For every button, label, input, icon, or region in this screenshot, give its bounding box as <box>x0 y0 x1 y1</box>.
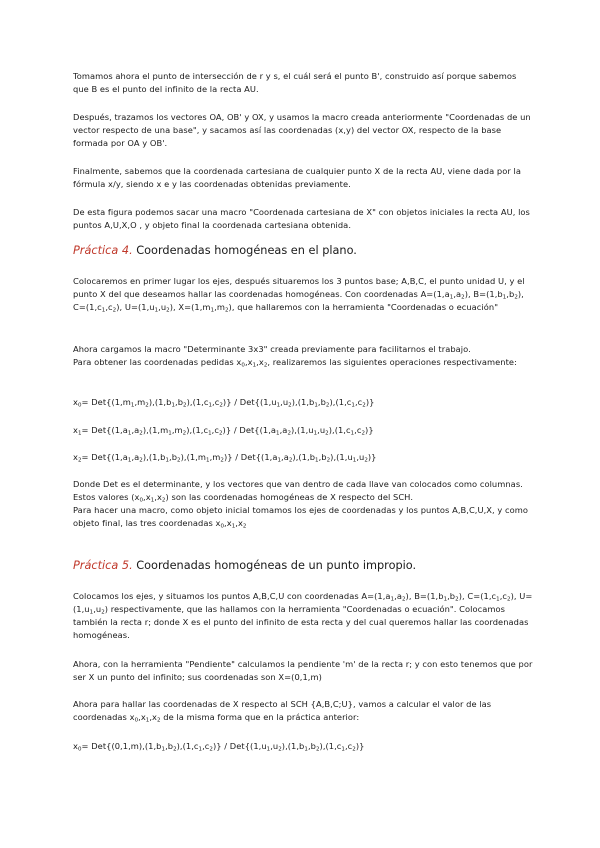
heading-practica-5: Práctica 5. Coordenadas homogéneas de un punto impropio. <box>73 559 417 572</box>
paragraph-p4-explain: Donde Det es el determinante, y los vectores que van dentro de cada llave van colocados como columnas. Estos valores $(x_0,x_1,x_2)$ son las coordenadas homogéneas de X respecto del SCH. Para hacer una macro, como objeto inicial tomamos los ejes de coordenadas y los puntos A,B,C,U,X, y como objeto final, las tres coordenadas $x_0,x_1,x_2$ <box>73 479 529 530</box>
paragraph-p4-intro: Colocaremos en primer lugar los ejes, después situaremos los 3 puntos base; A,B,C, el punto unidad U, y el punto X del que deseamos hallar las coordenadas homogéneas. Con coordenadas $A=(1,a_1,a_2)$, $B=(1,b_1,b_2)$, $C=(1,c_1,c_2)$, $U=(1,u_1,u_2)$, $X=(1,m_1,m_2)$, que hallaremos con la herramienta "Coordenadas o ecuación" <box>73 276 525 314</box>
paragraph-p5-intro: Colocamos los ejes, y situamos los puntos A,B,C,U con coordenadas $A=(1,a_1,a_2)$, $B=(1,b_1,b_2)$, $C=(1,c_1,c_2)$, $U=(1,u_1,u_2)$ respectivamente, que las hallamos con la herramienta "Coordenadas o ecuación". Colocamos también la recta r; donde X es el punto del infinito de esta recta y del cual queremos hallar las coordenadas homogéneas. <box>73 591 533 640</box>
paragraph-p5-calc: Ahora para hallar las coordenadas de X respecto al SCH {A,B,C;U}, vamos a calcular el valor de las coordenadas $x_0,x_1,x_2$ de la misma forma que en la práctica anterior: <box>73 699 492 724</box>
formula-p5-x0: $x_0= Det\{(0,1,m),(1,b_1,b_2),(1,c_1,c_2)\} / Det\{(1,u_1,u_2),(1,b_1,b_2),(1,c_1,c_2)\}$ <box>73 741 365 753</box>
paragraph-cartesian: Finalmente, sabemos que la coordenada cartesiana de cualquier punto X de la recta AU, viene dada por la fórmula x/y, siendo x e y las coordenadas obtenidas previamente. <box>73 166 521 189</box>
heading-practica-4: Práctica 4. Coordenadas homogéneas en el plano. <box>73 244 357 257</box>
paragraph-p4-load: Ahora cargamos la macro "Determinante 3x3" creada previamente para facilitarnos el trabajo. Para obtener las coordenadas pedidas $x_0,x_1,x_2$, realizaremos las siguientes operaciones respectivamente: <box>73 344 517 369</box>
paragraph-vectors: Después, trazamos los vectores OA, OB' y OX, y usamos la macro creada anteriormente "Coordenadas de un vector respecto de una base", y sacamos así las coordenadas (x,y) del vector OX, respecto de la base formada por OA y OB'. <box>73 112 531 148</box>
formula-x2: $x_2= Det\{(1,a_1,a_2),(1,b_1,b_2),(1,m_1,m_2)\} / Det\{(1,a_1,a_2),(1,b_1,b_2),(1,u_1,u_2)\}$ <box>73 452 377 464</box>
paragraph-intersection: Tomamos ahora el punto de intersección de r y s, el cuál será el punto B', construido así porque sabemos que B es el punto del infinito de la recta AU. <box>73 71 517 94</box>
paragraph-p5-slope: Ahora, con la herramienta "Pendiente" calculamos la pendiente 'm' de la recta r; y con esto tenemos que por ser X un punto del infinito; sus coordenadas son X=(0,1,m) <box>73 659 533 682</box>
formula-x0: $x_0= Det\{(1,m_1,m_2),(1,b_1,b_2),(1,c_1,c_2)\} / Det\{(1,u_1,u_2),(1,b_1,b_2),(1,c_1,c_2)\}$ <box>73 397 375 409</box>
formula-x1: $x_1= Det\{(1,a_1,a_2),(1,m_1,m_2),(1,c_1,c_2)\} / Det\{(1,a_1,a_2),(1,u_1,u_2),(1,c_1,c_2)\}$ <box>73 425 374 437</box>
paragraph-macro: De esta figura podemos sacar una macro "Coordenada cartesiana de X" con objetos iniciales la recta AU, los puntos A,U,X,O , y objeto final la coordenada cartesiana obtenida. <box>73 207 530 230</box>
